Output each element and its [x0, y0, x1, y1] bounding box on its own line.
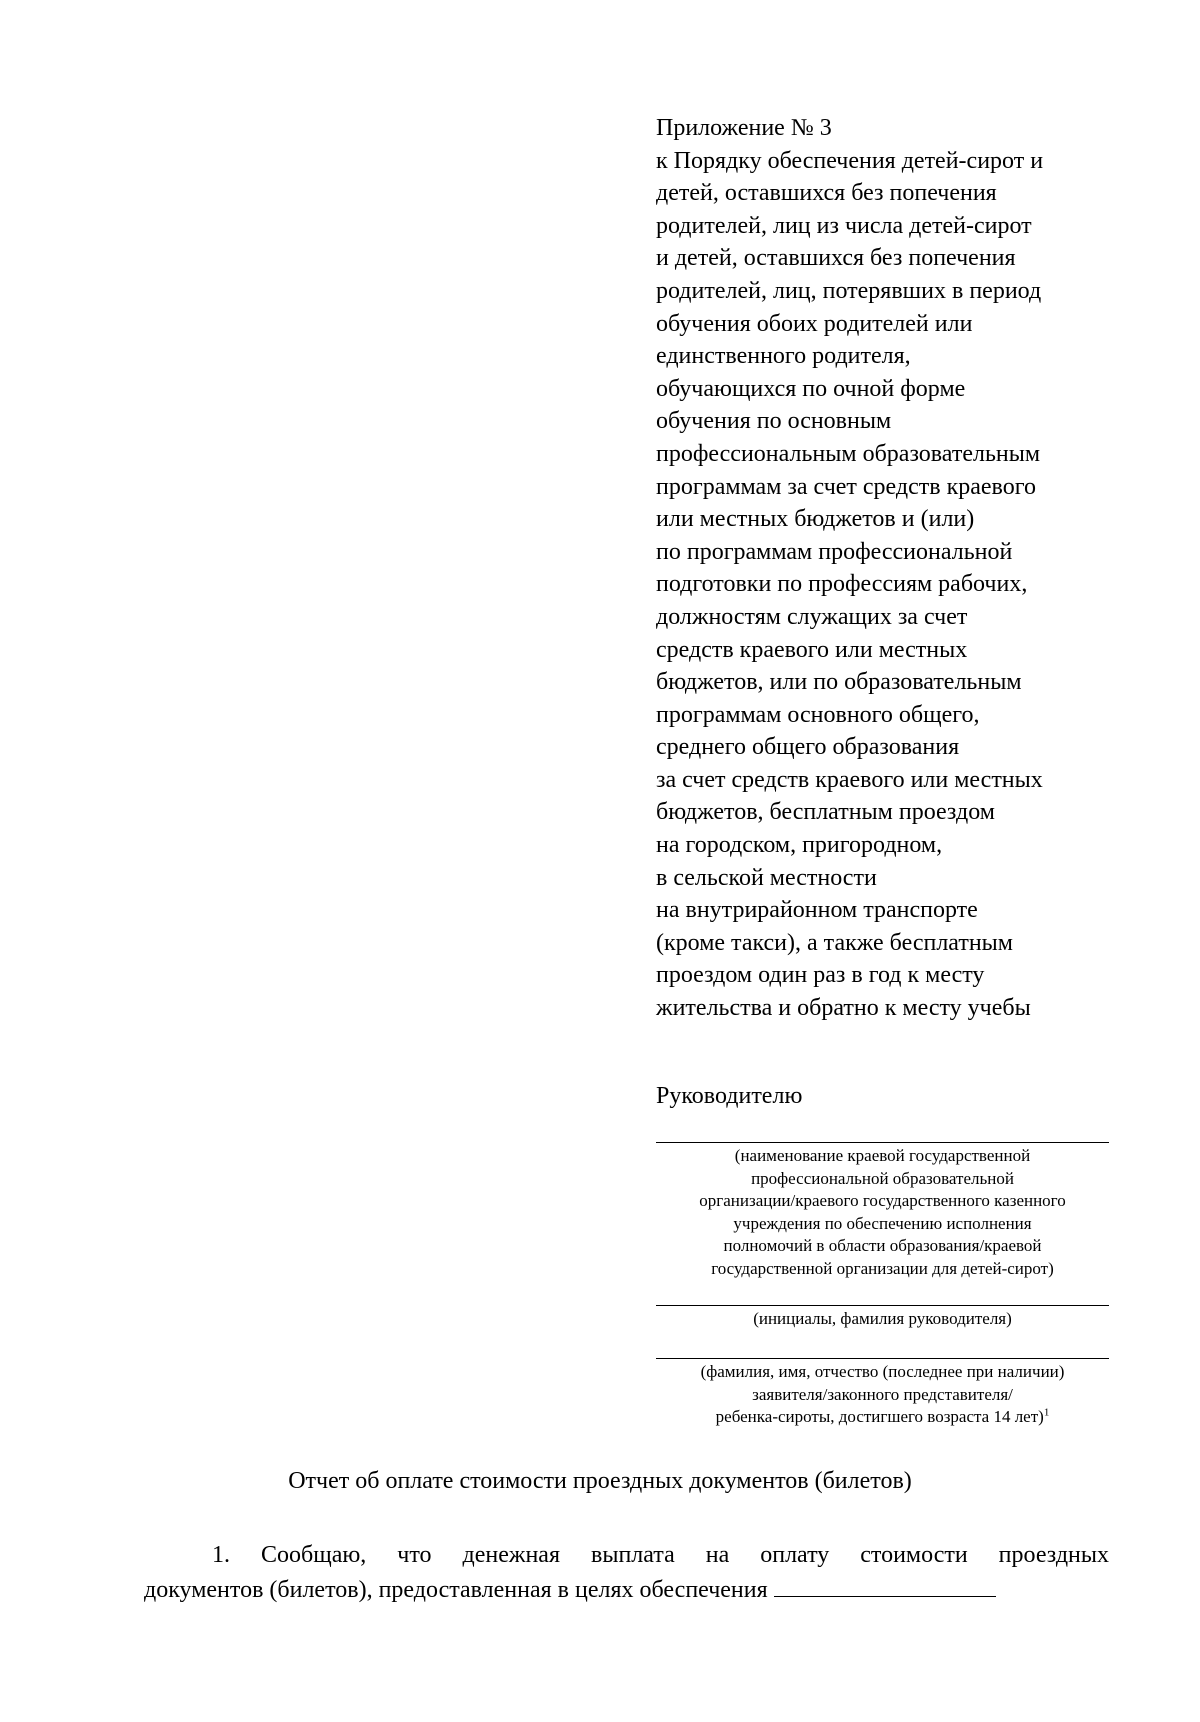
appendix-line: среднего общего образования [656, 734, 960, 761]
appendix-line: родителей, лиц, потерявших в период [656, 277, 1042, 304]
caption-line: (фамилия, имя, отчество (последнее при наличии) [700, 1362, 1065, 1381]
appendix-line: должностям служащих за счет [656, 603, 968, 630]
paragraph-text: документов (билетов), предоставленная в целях обеспечения [144, 1577, 768, 1603]
paragraph-line-1: 1. Сообщаю, что денежная выплата на оплату стоимости проездных [212, 1542, 1109, 1568]
appendix-line: детей, оставшихся без попечения [656, 180, 997, 207]
appendix-line: программам основного общего, [656, 701, 980, 728]
applicant-name-field[interactable] [656, 1358, 1109, 1429]
appendix-line: программам за счет средств краевого [656, 473, 1036, 500]
footnote-mark: 1 [1043, 1406, 1050, 1419]
appendix-line: бюджетов, бесплатным проездом [656, 799, 995, 826]
caption-text: ребенка-сироты, достигшего возраста 14 лет) [715, 1407, 1044, 1426]
caption-line: полномочий в области образования/краевой [723, 1236, 1042, 1255]
appendix-line: единственного родителя, [656, 343, 911, 370]
head-name-caption [656, 1306, 1109, 1331]
appendix-line: подготовки по профессиям рабочих, [656, 571, 1028, 598]
appendix-line: бюджетов, или по образовательным [656, 669, 1022, 696]
appendix-line: на внутрирайонном транспорте [656, 897, 978, 924]
organization-caption [656, 1143, 1109, 1280]
appendix-line: обучения по основным [656, 408, 892, 435]
appendix-line: проездом один раз в год к месту [656, 962, 985, 989]
organization-name-field[interactable] [656, 1142, 1109, 1280]
addressee-label: Руководителю [656, 1083, 803, 1109]
paragraph-line-2 [144, 1573, 1109, 1608]
caption-line: заявителя/законного представителя/ [752, 1384, 1013, 1404]
caption-line: (наименование краевой государственной [734, 1146, 1031, 1165]
appendix-line: жительства и обратно к месту учебы [656, 995, 1031, 1022]
appendix-line: или местных бюджетов и (или) [656, 506, 975, 533]
caption-line: учреждения по обеспечению исполнения [733, 1213, 1032, 1233]
caption-line: (инициалы, фамилия руководителя) [753, 1309, 1012, 1328]
caption-line: профессиональной образовательной [751, 1168, 1014, 1188]
appendix-line: за счет средств краевого или местных [656, 766, 1043, 793]
appendix-line: (кроме такси), а также бесплатным [656, 929, 1013, 956]
appendix-heading [656, 112, 1126, 1025]
applicant-caption [656, 1359, 1109, 1429]
report-title: Отчет об оплате стоимости проездных документов (билетов) [288, 1468, 912, 1494]
appendix-line: на городском, пригородном, [656, 832, 943, 859]
appendix-line: обучающихся по очной форме [656, 375, 966, 402]
caption-line: организации/краевого государственного казенного [699, 1191, 1066, 1210]
appendix-line: Приложение № 3 [656, 115, 832, 141]
appendix-line: обучения обоих родителей или [656, 310, 973, 337]
appendix-line: средств краевого или местных [656, 636, 968, 663]
appendix-line: родителей, лиц из числа детей-сирот [656, 212, 1032, 239]
appendix-line: к Порядку обеспечения детей-сирот и [656, 147, 1044, 174]
report-paragraph [144, 1538, 1109, 1608]
appendix-line: по программам профессиональной [656, 538, 1013, 565]
head-name-field[interactable] [656, 1305, 1109, 1331]
appendix-line: и детей, оставшихся без попечения [656, 245, 1016, 272]
appendix-line: профессиональным образовательным [656, 440, 1041, 467]
purpose-blank-field[interactable] [774, 1574, 996, 1597]
caption-line: государственной организации для детей-сирот) [711, 1258, 1054, 1278]
caption-line [656, 1406, 1109, 1429]
appendix-line: в сельской местности [656, 864, 877, 891]
